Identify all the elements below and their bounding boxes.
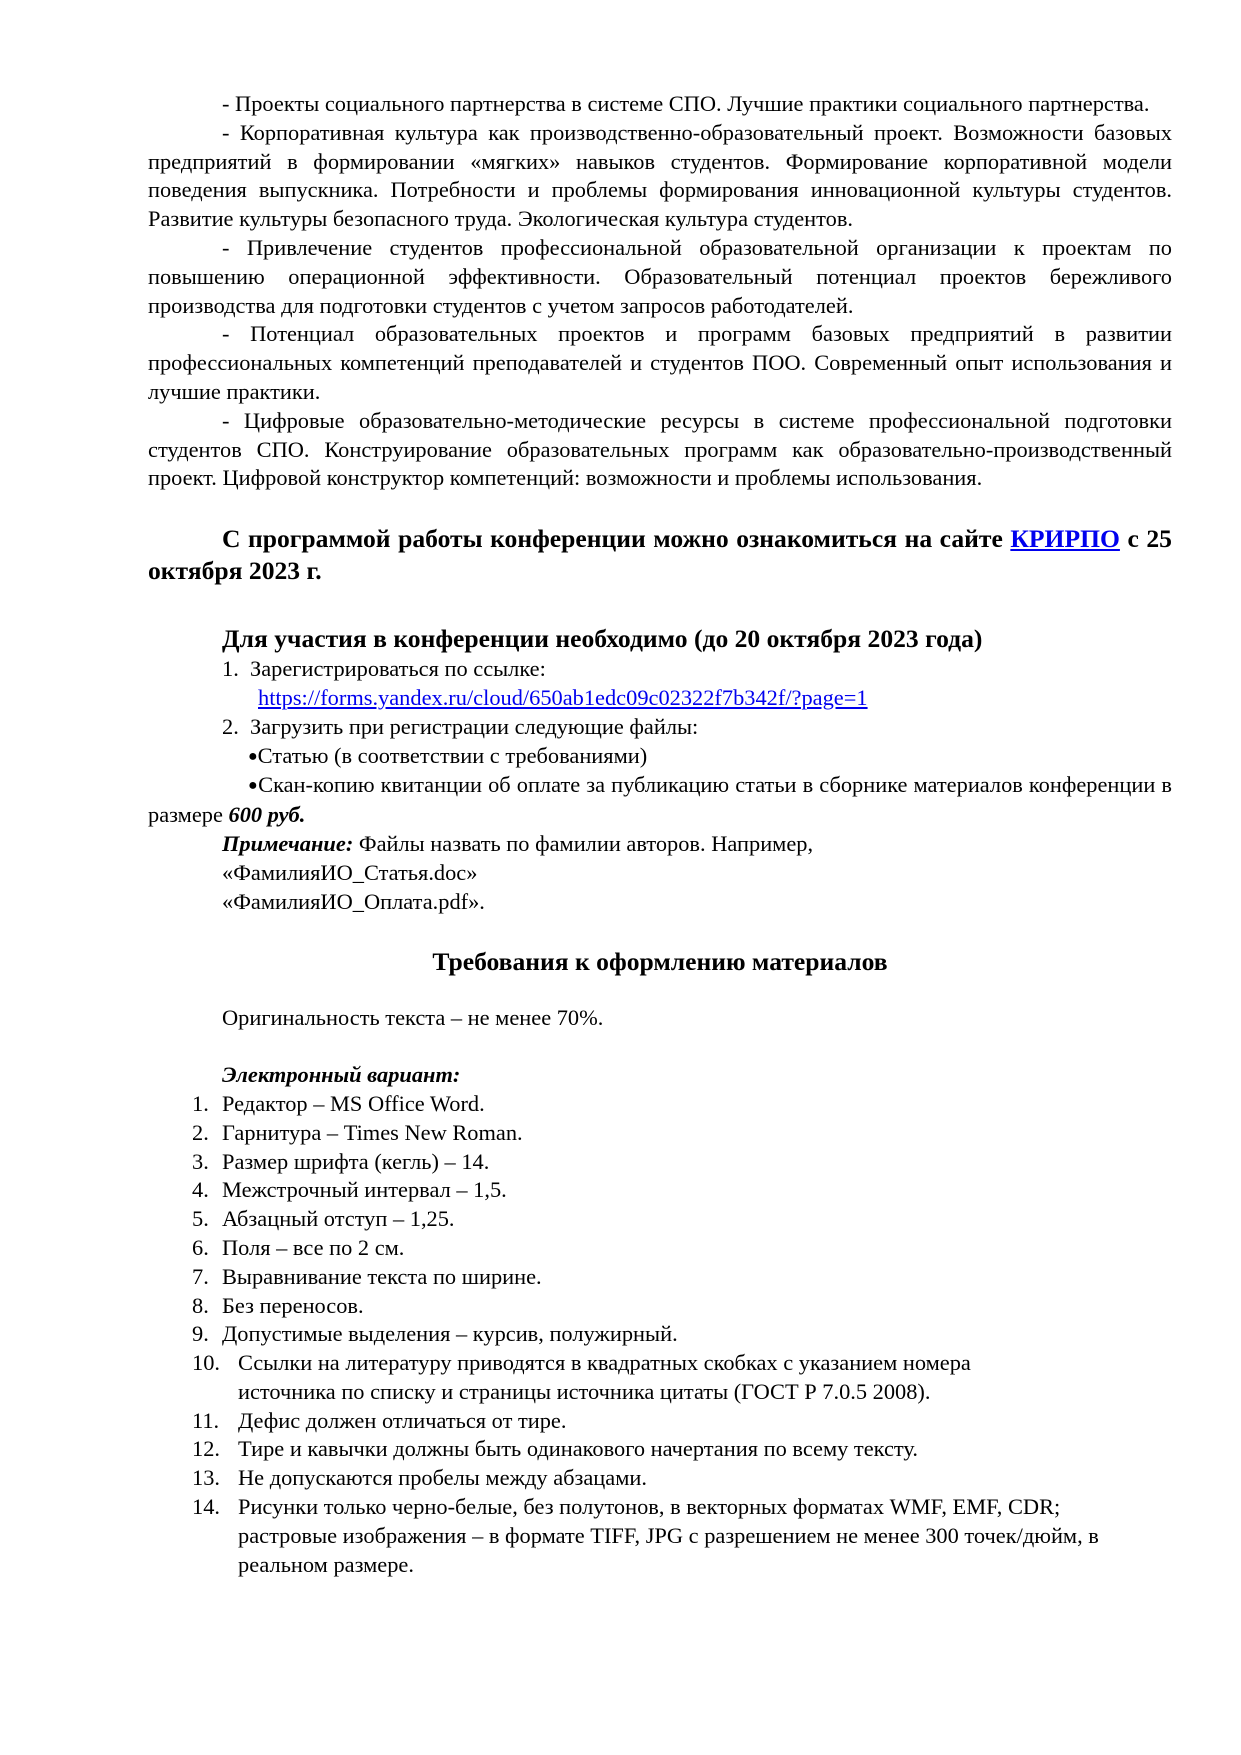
price: 600 руб. xyxy=(228,802,306,828)
topics-list xyxy=(148,90,1172,493)
step-text: Зарегистрироваться по ссылке: xyxy=(250,656,546,682)
topic-paragraph: - Проекты социального партнерства в системе СПО. Лучшие практики социального партнерства. xyxy=(222,91,1150,116)
step-upload xyxy=(222,713,1172,742)
originality-requirement: Оригинальность текста – не менее 70%. xyxy=(222,1005,604,1031)
topic-paragraph: - Цифровые образовательно-методические ресурсы в системе профессиональной подготовки студентов СПО. Конструирование образовательных программ как образовательно-производственный проект. Цифровой конструктор компетенций: возможности и проблемы использования. xyxy=(148,407,1172,491)
requirements-heading: Требования к оформлению материалов xyxy=(432,947,888,977)
requirement-item: 10. Ссылки на литературу приводятся в квадратных скобках с указанием номера источника по списку и страницы источника цитаты (ГОСТ Р 7.0.5 2008). xyxy=(192,1350,971,1404)
bullet-icon: ● xyxy=(248,777,259,795)
requirement-item: 12. Тире и кавычки должны быть одинакового начертания по всему тексту. xyxy=(192,1436,918,1462)
requirement-item: 4. Межстрочный интервал – 1,5. xyxy=(192,1177,507,1203)
electronic-version-label: Электронный вариант: xyxy=(222,1062,461,1088)
requirement-item: 8. Без переносов. xyxy=(192,1292,364,1318)
kripo-link[interactable]: КРИРПО xyxy=(1010,524,1120,554)
requirement-item: 7. Выравнивание текста по ширине. xyxy=(192,1263,542,1289)
requirement-item: 11. Дефис должен отличаться от тире. xyxy=(192,1407,567,1433)
document-page xyxy=(148,90,1172,1579)
note xyxy=(222,830,1172,859)
topic-paragraph: - Корпоративная культура как производственно-образовательный проект. Возможности базовых предприятий в формировании «мягких» навыков студентов. Формирование корпоративной модели поведения выпускника. Потребности и проблемы формирования инновационной культуры студентов. Развитие культуры безопасного труда. Экологическая культура студентов. xyxy=(148,119,1172,232)
requirement-item: 5. Абзацный отступ – 1,25. xyxy=(192,1206,455,1232)
step-register xyxy=(222,655,1172,684)
requirement-item: 14. Рисунки только черно-белые, без полутонов, в векторных форматах WMF, EMF, CDR; растровые изображения – в формате TIFF, JPG с разрешением не менее 300 точек/дюйм, в реальном размере. xyxy=(192,1494,1099,1577)
requirement-item: 6. Поля – все по 2 см. xyxy=(192,1234,405,1260)
bullet-text: Статью (в соответствии с требованиями) xyxy=(257,742,648,768)
requirement-item: 3. Размер шрифта (кегль) – 14. xyxy=(192,1148,490,1174)
requirement-item: 9. Допустимые выделения – курсив, полужирный. xyxy=(192,1321,678,1347)
bullet-icon: ● xyxy=(248,747,258,765)
filename-example: «ФамилияИО_Статья.doc» xyxy=(222,859,478,885)
note-label: Примечание: xyxy=(222,830,354,856)
topic-paragraph: - Потенциал образовательных проектов и программ базовых предприятий в развитии профессиональных компетенций преподавателей и студентов ПОО. Современный опыт использования и лучшие практики. xyxy=(148,321,1172,404)
step-text: Загрузить при регистрации следующие файлы: xyxy=(250,713,699,739)
requirements-list xyxy=(148,1090,1172,1580)
requirement-item: 13. Не допускаются пробелы между абзацами. xyxy=(192,1465,647,1491)
participation-heading: Для участия в конференции необходимо (до 20 октября 2023 года) xyxy=(222,624,983,654)
program-notice-text: С программой работы конференции можно ознакомиться на сайте xyxy=(222,524,1011,554)
upload-item-receipt xyxy=(148,771,1172,830)
step-number: 2. xyxy=(222,713,239,739)
program-notice xyxy=(148,523,1172,587)
registration-url-line xyxy=(258,684,1172,713)
upload-item-article xyxy=(148,742,1172,772)
filename-example: «ФамилияИО_Оплата.pdf». xyxy=(222,888,485,914)
topic-paragraph: - Привлечение студентов профессиональной образовательной организации к проектам по повышению операционной эффективности. Образовательный потенциал проектов бережливого производства для подготовки студентов с учетом запросов работодателей. xyxy=(148,234,1172,318)
program-notice-date: с 25 октября 2023 г. xyxy=(148,524,1172,586)
step-number: 1. xyxy=(222,656,239,682)
registration-link[interactable]: https://forms.yandex.ru/cloud/650ab1edc09c02322f7b342f/?page=1 xyxy=(258,684,868,710)
note-text: Файлы назвать по фамилии авторов. Например, xyxy=(353,830,814,856)
requirement-item: 2. Гарнитура – Times New Roman. xyxy=(192,1119,523,1145)
bullet-text: Скан-копию квитанции об оплате за публикацию статьи в сборнике материалов конференции в размере xyxy=(148,772,1172,828)
requirement-item: 1. Редактор – MS Office Word. xyxy=(192,1090,485,1116)
